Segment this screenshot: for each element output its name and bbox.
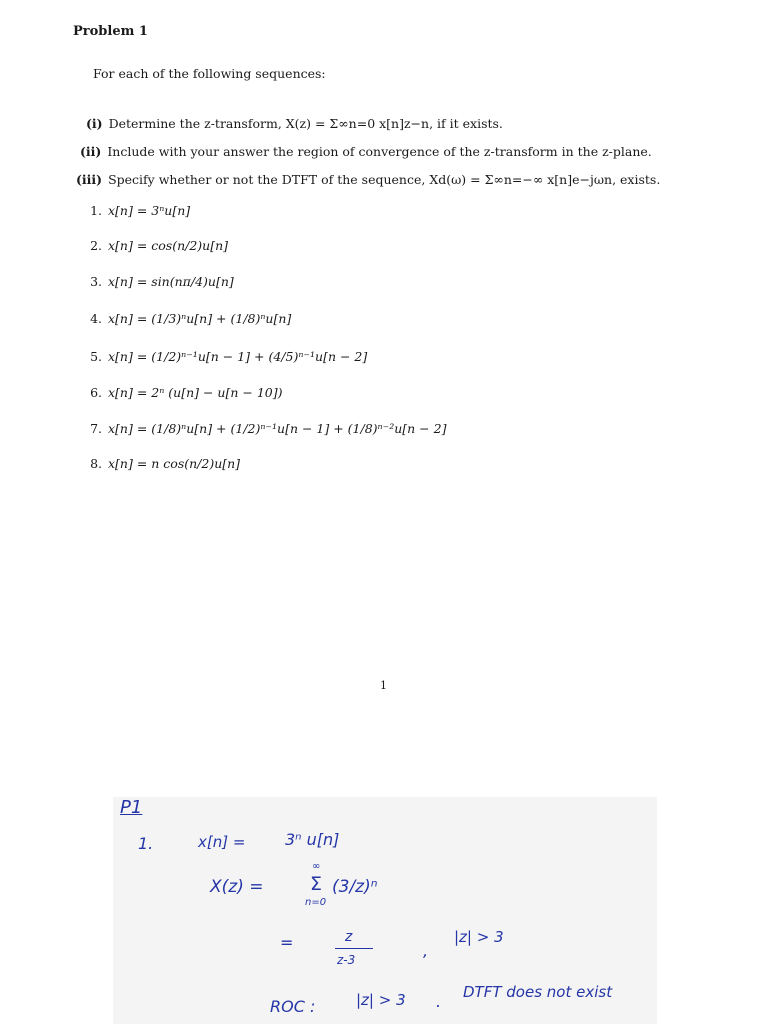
task-i [86, 116, 503, 131]
handwritten-dtft-note: DTFT does not exist [463, 983, 613, 1001]
sequence-number: 2. [90, 238, 102, 253]
sequence-number: 8. [90, 456, 102, 471]
handwritten-sum-bottom: n=0 [305, 897, 327, 908]
handwritten-line1-rhs: 3ⁿ u[n] [285, 830, 340, 849]
task-tag: (ii) [80, 144, 102, 159]
sequence-number: 5. [90, 349, 102, 364]
handwritten-label: P1 [120, 797, 143, 818]
sequence-number: 3. [90, 274, 102, 289]
handwritten-sum-symbol: Σ [310, 873, 323, 895]
sequence-item [86, 203, 190, 218]
handwritten-line3-equals: = [280, 933, 294, 952]
task-text: Include with your answer the region of convergence of the z-transform in the z-plane. [107, 144, 652, 159]
task-text: Determine the z-transform, X(z) = Σ∞n=0 x[n]z−n, if it exists. [108, 116, 503, 131]
handwritten-comma: , [423, 941, 429, 960]
sequence-item [86, 456, 240, 471]
sequence-item [86, 274, 234, 289]
task-tag: (i) [86, 116, 103, 131]
sequence-number: 6. [90, 385, 102, 400]
sequence-item [86, 311, 291, 326]
sequence-number: 1. [90, 203, 102, 218]
sequence-expression: x[n] = cos(n/2)u[n] [108, 238, 229, 253]
problem-title: Problem 1 [73, 24, 148, 39]
handwritten-sum-term: (3/z)ⁿ [332, 877, 378, 897]
sequence-item [86, 238, 228, 253]
sequence-item [86, 349, 367, 364]
handwritten-solution-scan [113, 797, 657, 1024]
task-iii [76, 172, 660, 187]
sequence-number: 4. [90, 311, 102, 326]
sequence-item [86, 421, 446, 436]
handwritten-line2-lhs: X(z) = [210, 877, 264, 897]
intro-text: For each of the following sequences: [93, 66, 326, 81]
sequence-expression: x[n] = n cos(n/2)u[n] [108, 456, 241, 471]
task-text: Specify whether or not the DTFT of the sequence, Xd(ω) = Σ∞n=−∞ x[n]e−jωn, exists. [108, 172, 661, 187]
sequence-expression: x[n] = (1/3)ⁿu[n] + (1/8)ⁿu[n] [108, 311, 292, 326]
sequence-expression: x[n] = 3ⁿu[n] [108, 203, 191, 218]
task-tag: (iii) [76, 172, 103, 187]
sequence-number: 7. [90, 421, 102, 436]
sequence-expression: x[n] = sin(nπ/4)u[n] [108, 274, 234, 289]
handwritten-fraction-denominator: z-3 [337, 953, 356, 967]
sequence-expression: x[n] = (1/8)ⁿu[n] + (1/2)ⁿ⁻¹u[n − 1] + (1/8)ⁿ⁻²u[n − 2] [108, 421, 447, 436]
handwritten-fraction-numerator: z [345, 929, 353, 945]
sequence-expression: x[n] = (1/2)ⁿ⁻¹u[n − 1] + (4/5)ⁿ⁻¹u[n − 2] [108, 349, 368, 364]
sequence-item [86, 385, 282, 400]
handwritten-line3-roc: |z| > 3 [454, 928, 504, 946]
handwritten-item-number: 1. [138, 834, 154, 853]
handwritten-line1-lhs: x[n] = [198, 833, 246, 851]
sequence-expression: x[n] = 2ⁿ (u[n] − u[n − 10]) [108, 385, 283, 400]
handwritten-roc-value: |z| > 3 [356, 991, 406, 1009]
handwritten-fraction-bar [335, 948, 373, 949]
handwritten-roc-label: ROC : [270, 997, 316, 1016]
handwritten-period: . [436, 992, 442, 1011]
task-ii [80, 144, 652, 159]
page-number: 1 [380, 679, 387, 692]
handwritten-sum-top: ∞ [312, 861, 321, 872]
